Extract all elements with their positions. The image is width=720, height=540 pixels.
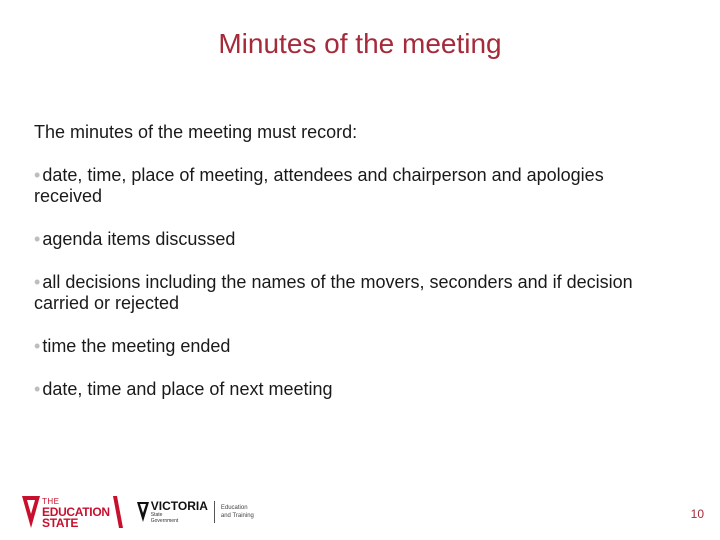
department-line2: and Training [220, 513, 254, 519]
page-number: 10 [690, 507, 704, 521]
education-state-slash-icon [113, 496, 123, 528]
education-state-logo [22, 496, 123, 529]
department-line1: Education [220, 505, 248, 511]
victoria-v-icon [137, 502, 149, 522]
bullet-text: agenda items discussed [42, 229, 236, 249]
bullet-item [34, 165, 674, 207]
bullet-item [34, 229, 674, 250]
victoria-sub2: Government [150, 518, 179, 524]
slide-title: Minutes of the meeting [218, 28, 502, 59]
bullet-icon: • [34, 165, 41, 185]
bullet-item [34, 272, 674, 314]
education-state-mark-icon [22, 496, 40, 528]
footer-logos [22, 494, 254, 530]
victoria-sub1: State [150, 512, 163, 518]
bullet-text: all decisions including the names of the movers, seconders and if decision carried or rejected [34, 272, 633, 313]
bullet-icon: • [34, 336, 41, 356]
bullet-icon: • [34, 229, 41, 249]
edu-logo-line2: EDUCATION [42, 504, 110, 519]
slide-body [34, 122, 674, 422]
bullet-icon: • [34, 272, 41, 292]
bullet-text: date, time and place of next meeting [42, 379, 333, 399]
edu-logo-line1: THE [42, 496, 60, 506]
department-name [221, 504, 254, 520]
bullet-item [34, 379, 674, 400]
bullet-item [34, 336, 674, 357]
logo-divider [214, 501, 215, 523]
victoria-government-logo [137, 500, 254, 524]
victoria-name: VICTORIA [150, 499, 208, 513]
edu-logo-line3: STATE [42, 515, 79, 530]
intro-text: The minutes of the meeting must record: [34, 122, 358, 142]
bullet-text: time the meeting ended [42, 336, 231, 356]
bullet-text: date, time, place of meeting, attendees and chairperson and apologies received [34, 165, 604, 206]
bullet-icon: • [34, 379, 41, 399]
